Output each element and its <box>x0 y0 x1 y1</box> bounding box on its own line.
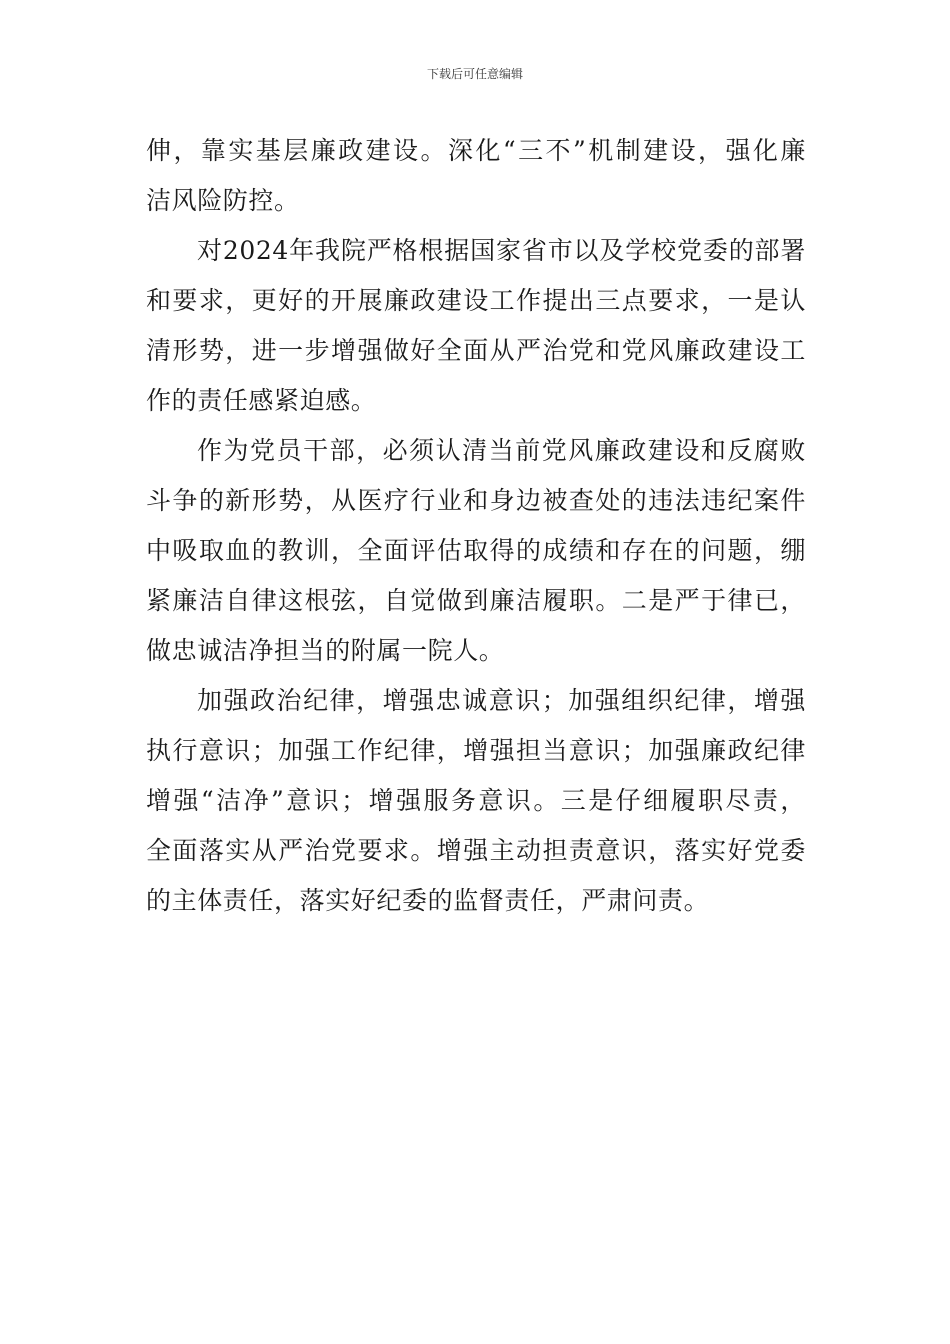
page-header: 下载后可任意编辑 <box>426 67 523 81</box>
document-body <box>146 126 806 926</box>
paragraph <box>146 126 806 226</box>
text-line: 加强政治纪律，增强忠诚意识；加强组织纪律，增强 <box>197 686 806 715</box>
text-line: 和要求，更好的开展廉政建设工作提出三点要求，一是认 <box>146 286 806 315</box>
text-line: 做忠诚洁净担当的附属一院人。 <box>146 636 505 665</box>
text-line: 清形势，进一步增强做好全面从严治党和党风廉政建设工 <box>146 336 806 365</box>
paragraph <box>146 426 806 676</box>
text-line: 作为党员干部，必须认清当前党风廉政建设和反腐败 <box>197 436 806 465</box>
text-line: 伸，靠实基层廉政建设。深化“三不”机制建设，强化廉 <box>146 136 806 165</box>
text-line: 斗争的新形势，从医疗行业和身边被查处的违法违纪案件 <box>146 486 806 515</box>
text-line: 执行意识；加强工作纪律，增强担当意识；加强廉政纪律 <box>146 736 806 765</box>
text-line: 对2024年我院严格根据国家省市以及学校党委的部署 <box>197 236 806 265</box>
paragraph <box>146 676 806 926</box>
text-line: 中吸取血的教训，全面评估取得的成绩和存在的问题，绷 <box>146 536 806 565</box>
text-line: 全面落实从严治党要求。增强主动担责意识，落实好党委 <box>146 836 806 865</box>
text-line: 紧廉洁自律这根弦，自觉做到廉洁履职。二是严于律已， <box>146 586 806 615</box>
text-line: 的主体责任，落实好纪委的监督责任，严肃问责。 <box>146 886 710 915</box>
text-line: 洁风险防控。 <box>146 186 300 215</box>
paragraph <box>146 226 806 426</box>
text-line: 增强“洁净”意识；增强服务意识。三是仔细履职尽责， <box>146 786 806 815</box>
text-line: 作的责任感紧迫感。 <box>146 386 377 415</box>
